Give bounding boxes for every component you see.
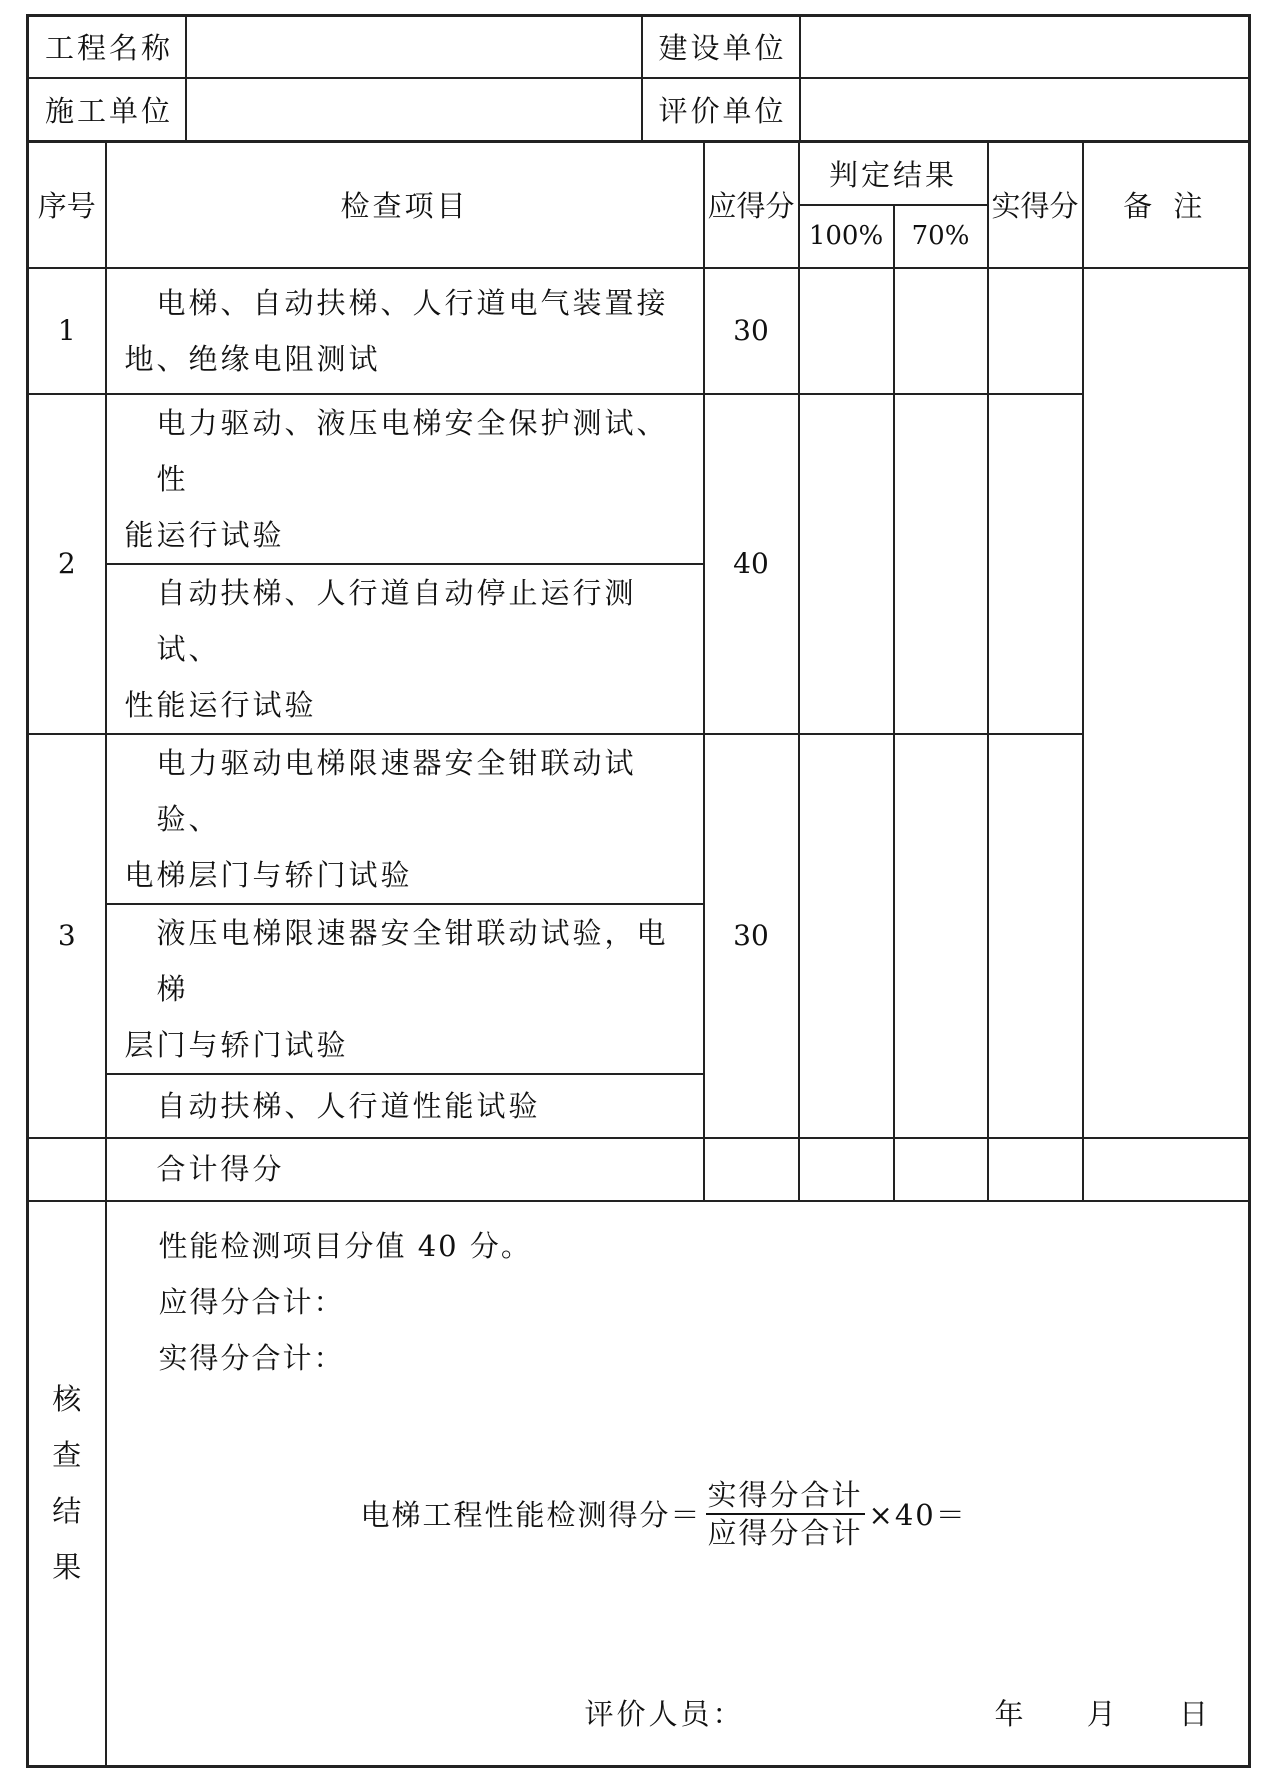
evaluation-form bbox=[26, 14, 1248, 1731]
row-3-judge-100-cell[interactable] bbox=[799, 734, 894, 1138]
project-name-label: 工程名称 bbox=[28, 16, 186, 78]
col-remark-header: 备 注 bbox=[1083, 142, 1250, 268]
header-table bbox=[26, 14, 1251, 143]
row-2-due-score: 40 bbox=[704, 394, 799, 734]
total-label-cell bbox=[106, 1138, 704, 1201]
row-1-actual-score-cell[interactable] bbox=[988, 268, 1083, 394]
remark-cell[interactable] bbox=[1083, 268, 1250, 1138]
check-line-due-total: 应得分合计： bbox=[158, 1284, 345, 1319]
signer-label: 评价人员： bbox=[584, 1696, 745, 1731]
formula-fraction bbox=[706, 1477, 865, 1551]
total-remark-cell[interactable] bbox=[1083, 1138, 1250, 1201]
row-3b-item-line2: 层门与轿门试验 bbox=[124, 1027, 349, 1062]
row-2-judge-100-cell[interactable] bbox=[799, 394, 894, 734]
col-actual-score-header: 实得分 bbox=[988, 142, 1083, 268]
row-3a-item bbox=[106, 734, 704, 904]
row-1-due-score: 30 bbox=[704, 268, 799, 394]
row-3c-item bbox=[106, 1074, 704, 1138]
col-judge-70-header: 70% bbox=[894, 205, 988, 268]
constructor-field[interactable] bbox=[186, 78, 642, 142]
project-name-field[interactable] bbox=[186, 16, 642, 78]
evaluator-label: 评价单位 bbox=[642, 78, 800, 142]
main-table bbox=[26, 140, 1251, 1768]
col-seq-header: 序号 bbox=[28, 142, 106, 268]
check-result-label bbox=[28, 1201, 106, 1767]
col-judge-100-header: 100% bbox=[799, 205, 894, 268]
total-label: 合计得分 bbox=[156, 1152, 285, 1186]
row-3b-item bbox=[106, 904, 704, 1074]
evaluator-field[interactable] bbox=[800, 78, 1250, 142]
row-3b-item-line1: 液压电梯限速器安全钳联动试验，电梯 bbox=[156, 915, 669, 1006]
total-due-score-cell[interactable] bbox=[704, 1138, 799, 1201]
row-2-actual-score-cell[interactable] bbox=[988, 394, 1083, 734]
sign-date bbox=[995, 1692, 1238, 1733]
col-judge-header: 判定结果 bbox=[799, 142, 988, 205]
row-1-judge-100-cell[interactable] bbox=[799, 268, 894, 394]
row-3-seq: 3 bbox=[28, 734, 106, 1138]
check-line-score-value: 性能检测项目分值 40 分。 bbox=[158, 1228, 532, 1263]
col-due-score-header: 应得分 bbox=[704, 142, 799, 268]
formula-suffix: ×40＝ bbox=[868, 1498, 967, 1532]
check-line-actual-total: 实得分合计： bbox=[158, 1340, 345, 1375]
date-day: 日 bbox=[1178, 1696, 1208, 1731]
row-2-judge-70-cell[interactable] bbox=[894, 394, 988, 734]
constructor-label: 施工单位 bbox=[28, 78, 186, 142]
check-result-lines bbox=[159, 1218, 532, 1386]
builder-label: 建设单位 bbox=[642, 16, 800, 78]
check-label-char-4: 果 bbox=[52, 1550, 82, 1585]
check-label-char-3: 结 bbox=[52, 1494, 82, 1529]
formula-numerator: 实得分合计 bbox=[706, 1477, 865, 1515]
row-2a-item-line2: 能运行试验 bbox=[124, 517, 285, 552]
formula-prefix: 电梯工程性能检测得分＝ bbox=[360, 1498, 702, 1532]
row-1-seq: 1 bbox=[28, 268, 106, 394]
total-judge-70-cell[interactable] bbox=[894, 1138, 988, 1201]
col-item-header: 检查项目 bbox=[106, 142, 704, 268]
row-3a-item-line1: 电力驱动电梯限速器安全钳联动试验、 bbox=[156, 745, 637, 836]
row-3a-item-line2: 电梯层门与轿门试验 bbox=[124, 857, 413, 892]
row-3-due-score: 30 bbox=[704, 734, 799, 1138]
score-formula bbox=[361, 1477, 967, 1551]
date-month: 月 bbox=[1086, 1696, 1116, 1731]
check-label-char-1: 核 bbox=[52, 1382, 82, 1417]
row-2b-item bbox=[106, 564, 704, 734]
row-2b-item-line2: 性能运行试验 bbox=[124, 687, 317, 722]
row-1-item-line1: 电梯、自动扶梯、人行道电气装置接 bbox=[156, 285, 669, 320]
formula-denominator: 应得分合计 bbox=[707, 1515, 863, 1550]
row-3-judge-70-cell[interactable] bbox=[894, 734, 988, 1138]
row-2a-item-line1: 电力驱动、液压电梯安全保护测试、性 bbox=[156, 405, 669, 496]
row-1-item-line2: 地、绝缘电阻测试 bbox=[124, 341, 381, 376]
total-judge-100-cell[interactable] bbox=[799, 1138, 894, 1201]
total-seq-cell bbox=[28, 1138, 106, 1201]
row-2a-item bbox=[106, 394, 704, 564]
row-2-seq: 2 bbox=[28, 394, 106, 734]
row-1-judge-70-cell[interactable] bbox=[894, 268, 988, 394]
row-3c-item-line1: 自动扶梯、人行道性能试验 bbox=[156, 1088, 541, 1123]
check-result-content bbox=[106, 1201, 1250, 1767]
date-year: 年 bbox=[994, 1696, 1024, 1731]
row-2b-item-line1: 自动扶梯、人行道自动停止运行测试、 bbox=[156, 575, 637, 666]
total-actual-score-cell[interactable] bbox=[988, 1138, 1083, 1201]
check-label-char-2: 查 bbox=[52, 1438, 82, 1473]
builder-field[interactable] bbox=[800, 16, 1250, 78]
row-1-item bbox=[106, 268, 704, 394]
row-3-actual-score-cell[interactable] bbox=[988, 734, 1083, 1138]
